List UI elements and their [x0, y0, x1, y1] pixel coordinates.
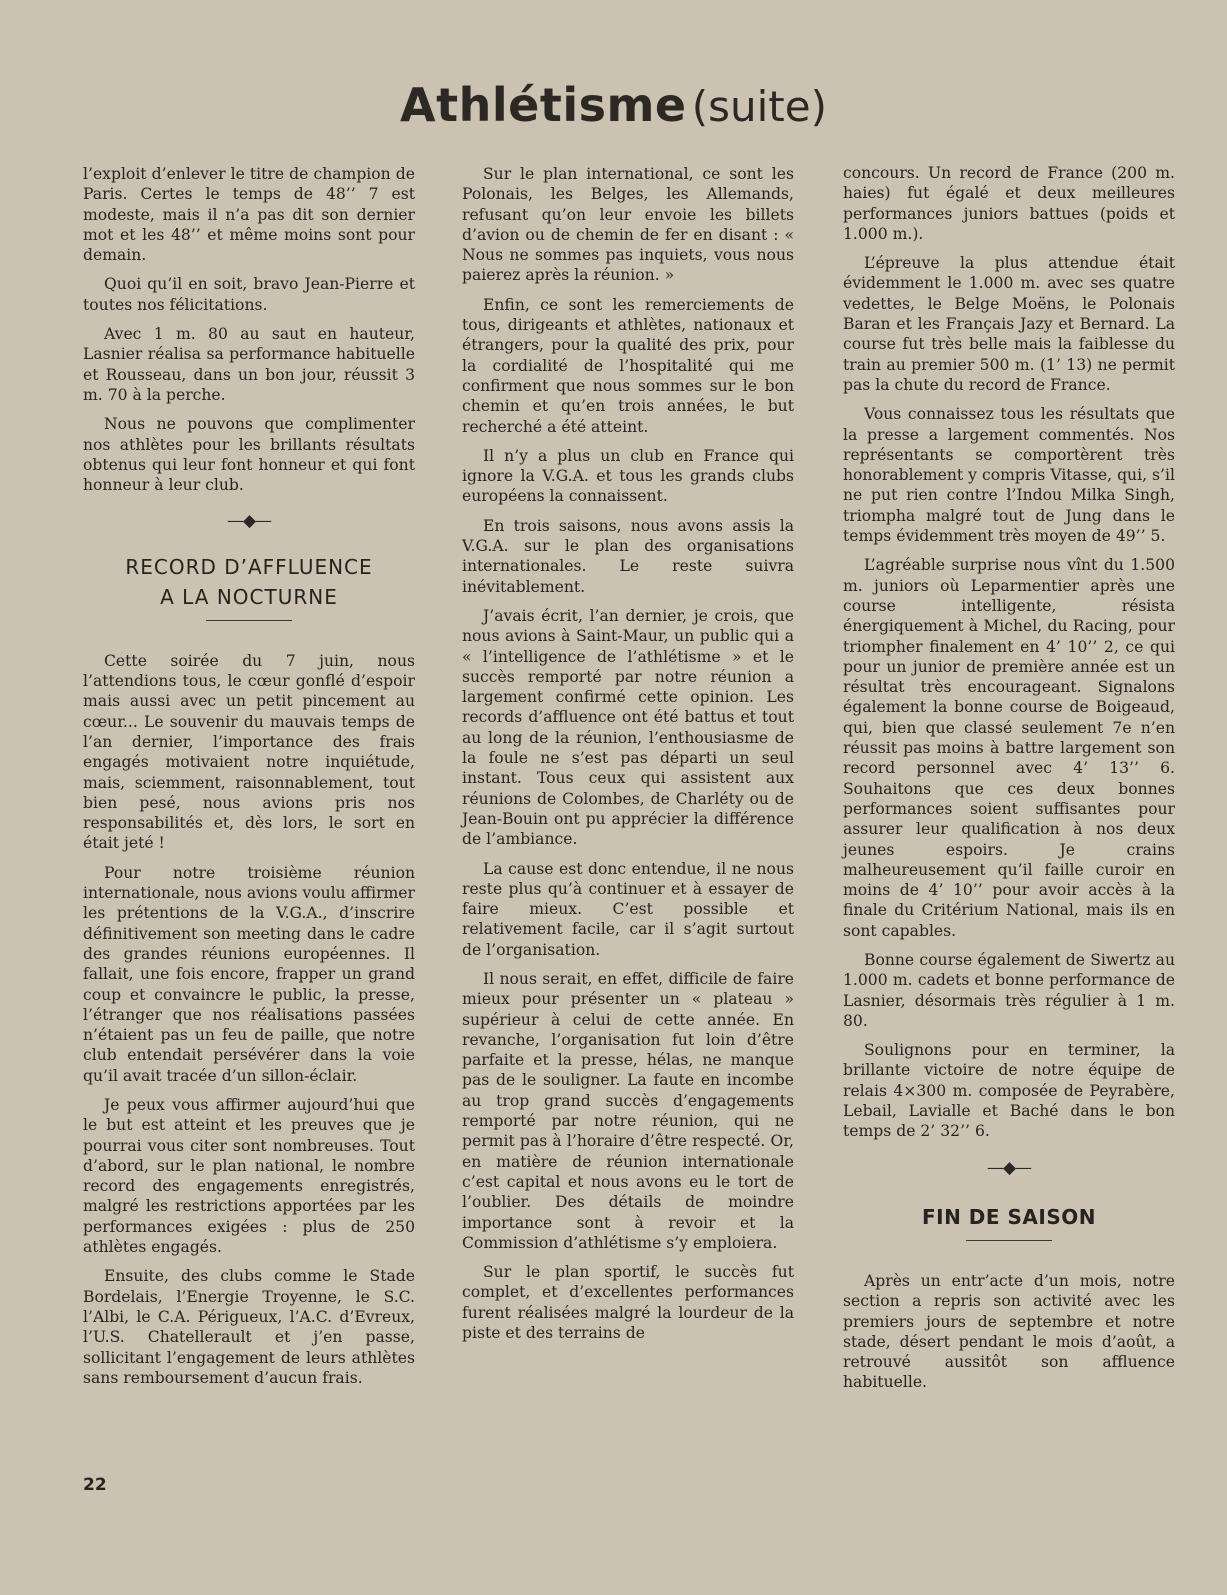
paragraph: Après un entr’acte d’un mois, notre section a repris son activité avec les premiers jours de septembre et notre stade, désert pendant le mois d’août, a retrouvé aussitôt son affluence habituelle. [843, 1271, 1175, 1392]
paragraph: Nous ne pouvons que complimenter nos athlètes pour les brillants résultats obtenus qui leur font honneur et qui font honneur à leur club. [83, 415, 415, 495]
paragraph: Je peux vous affirmer aujourd’hui que le but est atteint et les preuves que je pourrai vous citer sont nombreuses. Tout d’abord, sur le plan national, le nombre record des engagements enregistrés, malgré les restrictions apportées par les performances exigées : plus de 250 athlètes engagés. [83, 1095, 415, 1257]
paragraph: L’agréable surprise nous vînt du 1.500 m. juniors où Leparmentier après une course intelligente, résista énergiquement à Michel, du Racing, pour triompher finalement en 4’ 10’’ 2, ce qui pour un junior de première année est un résultat très encourageant. Signalons également la bonne course de Boigeaud, qui, bien que classé seulement 7e n’en réussit pas moins à battre largement son record personnel avec 4’ 13’’ 6. Souhaitons que ces deux bonnes performances soient suffisantes pour assurer leur qualification à nos deux jeunes espoirs. Je crains malheureusement qu’il faille curoir en moins de 4’ 10’’ pour avoir accès à la finale du Critérium National, mais ils en sont capables. [843, 556, 1175, 940]
title-main: Athlétisme [400, 78, 687, 132]
title-suffix: (suite) [691, 82, 827, 131]
paragraph: L’épreuve la plus attendue était évidemment le 1.000 m. avec ses quatre vedettes, le Belge Moëns, le Polonais Baran et les Français Jazy et Bernard. La course fut très belle mais la faiblesse du train au premier 500 m. (1’ 13) ne permit pas la chute du record de France. [843, 254, 1175, 394]
page-title [0, 78, 1227, 132]
paragraph: Quoi qu’il en soit, bravo Jean-Pierre et toutes nos félicitations. [83, 275, 415, 314]
column-left [83, 164, 415, 1397]
heading-rule [206, 620, 292, 621]
ornament-divider: —◆— [986, 1157, 1032, 1178]
paragraph: Sur le plan sportif, le succès fut complet, et d’excellentes performances furent réalisées malgré la lourdeur de la piste et des terrains de [462, 1263, 794, 1343]
paragraph: J’avais écrit, l’an dernier, je crois, que nous avions à Saint-Maur, un public qui a « l’intelligence de l’athlétisme » et le succès remporté par notre réunion a largement confirmé cette opinion. Les records d’affluence ont été battus et tout au long de la réunion, l’enthousiasme de la foule ne s’est pas départi un seul instant. Tous ceux qui assistent aux réunions de Colombes, de Charléty ou de Jean-Bouin ont pu apprécier la différence de l’ambiance. [462, 606, 794, 849]
ornament-divider: —◆— [226, 511, 272, 532]
column-middle [462, 164, 794, 1352]
column-right [843, 163, 1175, 1402]
paragraph: Cette soirée du 7 juin, nous l’attendions tous, le cœur gonflé d’espoir mais aussi avec un petit pincement au cœur... Le souvenir du mauvais temps de l’an dernier, l’importance des frais engagés motivaient notre inquiétude, mais, sciemment, raisonnablement, tout bien pesé, nous avions pris nos responsabilités et, dès lors, le sort en était jeté ! [83, 651, 415, 853]
heading-line: A LA NOCTURNE [160, 584, 338, 609]
paragraph: Vous connaissez tous les résultats que la presse a largement commentés. Nos représentants se comportèrent très honorablement y compris Vitasse, qui, s’il ne put rien contre l’Indou Milka Singh, triompha malgré tout de Jung dans le temps évidemment très moyen de 49’’ 5. [843, 405, 1175, 546]
paragraph: En trois saisons, nous avons assis la V.G.A. sur le plan des organisations internationales. Le reste suivra inévitablement. [462, 516, 794, 596]
paragraph: Soulignons pour en terminer, la brillante victoire de notre équipe de relais 4×300 m. composée de Peyrabère, Lebail, Lavialle et Baché dans le bon temps de 2’ 32’’ 6. [843, 1041, 1175, 1141]
paragraph: concours. Un record de France (200 m. haies) fut égalé et deux meilleures performances juniors battues (poids et 1.000 m.). [843, 164, 1175, 243]
paragraph: l’exploit d’enlever le titre de champion de Paris. Certes le temps de 48’’ 7 est modeste, mais il n’a pas dit son dernier mot et les 48’’ et même moins sont pour demain. [83, 165, 415, 265]
paragraph: Pour notre troisième réunion internationale, nous avions voulu affirmer les prétentions de la V.G.A., d’inscrire définitivement son meeting dans le cadre des grandes réunions européennes. Il fallait, une fois encore, frapper un grand coup et convaincre le public, la presse, l’étranger que nos réalisations passées n’étaient pas un feu de paille, que notre club entendait persévérer dans la voie qu’il avait tracée d’un sillon-éclair. [83, 863, 415, 1085]
section-heading-affluence [83, 552, 415, 612]
paragraph: Avec 1 m. 80 au saut en hauteur, Lasnier réalisa sa performance habituelle et Rousseau, dans un bon jour, réussit 3 m. 70 à la perche. [83, 325, 415, 404]
section-heading-fin-de-saison: FIN DE SAISON [922, 1204, 1096, 1229]
page-number: 22 [83, 1475, 107, 1495]
paragraph: Ensuite, des clubs comme le Stade Bordelais, l’Energie Troyenne, le S.C. l’Albi, le C.A. Périgueux, l’A.C. d’Evreux, l’U.S. Chatellerault et j’en passe, sollicitant l’engagement de leurs athlètes sans remboursement d’aucun frais. [83, 1267, 415, 1387]
paragraph: Sur le plan international, ce sont les Polonais, les Belges, les Allemands, refusant qu’on leur envoie les billets d’avion ou de chemin de fer en disant : « Nous ne sommes pas inquiets, vous nous paierez après la réunion. » [462, 165, 794, 285]
paragraph: Bonne course également de Siwertz au 1.000 m. cadets et bonne performance de Lasnier, désormais très régulier à 1 m. 80. [843, 950, 1175, 1030]
paragraph: Il nous serait, en effet, difficile de faire mieux pour présenter un « plateau » supérieur à celui de cette année. En revanche, l’organisation fut loin d’être parfaite et la presse, hélas, ne manque pas de le souligner. La faute en incombe au trop grand succès d’engagements remporté par notre réunion, qui ne permit pas à l’horaire d’être respecté. Or, en matière de réunion internationale c’est capital et nous avons eu le tort de l’oublier. Des détails de moindre importance sont à revoir et la Commission d’athlétisme s’y emploiera. [462, 969, 794, 1252]
paragraph: Enfin, ce sont les remerciements de tous, dirigeants et athlètes, nationaux et étrangers, pour la qualité des prix, pour la cordialité de l’hospitalité qui me confirment que nous sommes sur le bon chemin et qu’en trois années, le but recherché a été atteint. [462, 295, 794, 436]
heading-rule [966, 1240, 1052, 1241]
paragraph: La cause est donc entendue, il ne nous reste plus qu’à continuer et à essayer de faire mieux. C’est possible et relativement facile, car il s’agit surtout de l’organisation. [462, 859, 794, 959]
paragraph: Il n’y a plus un club en France qui ignore la V.G.A. et tous les grands clubs européens la connaissent. [462, 446, 794, 506]
heading-line: RECORD D’AFFLUENCE [125, 554, 373, 579]
